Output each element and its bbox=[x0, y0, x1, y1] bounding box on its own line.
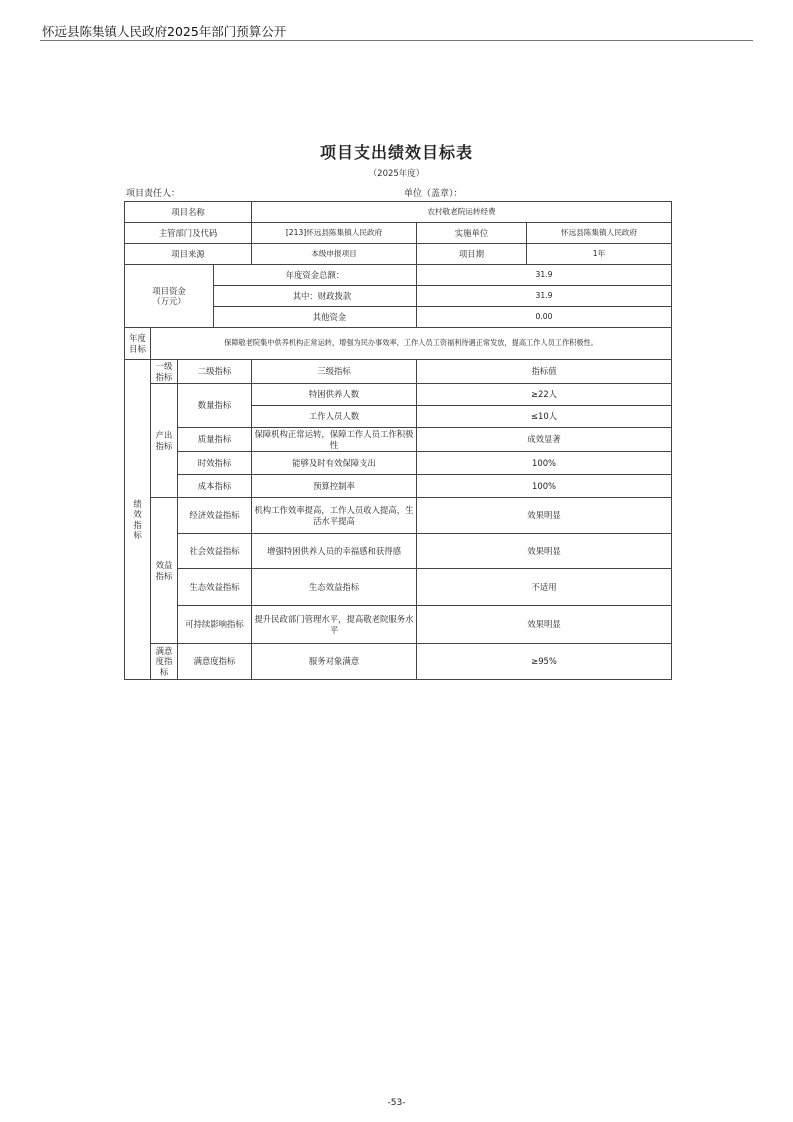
row-sustainability bbox=[125, 606, 672, 644]
annual-goal-text: 保障敬老院集中供养机构正常运转，增强为民办事效率，工作人员工资福利待遇正常发放，提高工作人员工作积极性。 bbox=[151, 328, 672, 360]
row-indicator-headers bbox=[125, 360, 672, 384]
row-timeliness bbox=[125, 452, 672, 475]
funds-other-value: 0.00 bbox=[417, 307, 672, 328]
funds-fiscal-value: 31.9 bbox=[417, 286, 672, 307]
funds-fiscal-label: 其中：财政拨款 bbox=[214, 286, 417, 307]
timeliness-indicators-label: 时效指标 bbox=[178, 452, 252, 475]
row-cost bbox=[125, 475, 672, 498]
cost-name: 预算控制率 bbox=[252, 475, 417, 498]
row-department bbox=[125, 223, 672, 244]
row-quality bbox=[125, 428, 672, 452]
performance-target-table bbox=[124, 201, 672, 680]
implementing-unit-value: 怀远县陈集镇人民政府 bbox=[527, 223, 672, 244]
row-social bbox=[125, 534, 672, 569]
sustainability-name: 提升民政部门管理水平，提高敬老院服务水平 bbox=[252, 606, 417, 644]
row-ecological bbox=[125, 569, 672, 606]
document-year: （2025年度） bbox=[368, 169, 425, 179]
satisfaction-level1-label: 满意 度指 标 bbox=[151, 644, 178, 680]
quantity-1-name: 特困供养人数 bbox=[252, 384, 417, 406]
quantity-indicators-label: 数量指标 bbox=[178, 384, 252, 428]
ecological-benefit-name: 生态效益指标 bbox=[252, 569, 417, 606]
level2-header: 二级指标 bbox=[178, 360, 252, 384]
indicator-value-header: 指标值 bbox=[417, 360, 672, 384]
row-funds-total bbox=[125, 265, 672, 286]
row-source bbox=[125, 244, 672, 265]
benefit-indicators-label: 效益 指标 bbox=[151, 498, 178, 644]
cost-value: 100% bbox=[417, 475, 672, 498]
quantity-2-value: ≤10人 bbox=[417, 406, 672, 428]
quantity-1-value: ≥22人 bbox=[417, 384, 672, 406]
project-period-value: 1年 bbox=[527, 244, 672, 265]
row-annual-goal bbox=[125, 328, 672, 360]
quality-value: 成效显著 bbox=[417, 428, 672, 452]
quality-indicators-label: 质量指标 bbox=[178, 428, 252, 452]
satisfaction-indicators-label: 满意度指标 bbox=[178, 644, 252, 680]
sustainability-value: 效果明显 bbox=[417, 606, 672, 644]
project-period-label: 项目期 bbox=[417, 244, 527, 265]
social-benefit-value: 效果明显 bbox=[417, 534, 672, 569]
funds-other-label: 其他资金 bbox=[214, 307, 417, 328]
ecological-benefit-label: 生态效益指标 bbox=[178, 569, 252, 606]
row-quantity-1 bbox=[125, 384, 672, 406]
header-rule bbox=[40, 40, 753, 41]
unit-seal-label: 单位（盖章）： bbox=[404, 189, 463, 199]
economic-benefit-name: 机构工作效率提高，工作人员收入提高，生活水平提高 bbox=[252, 498, 417, 534]
quality-name: 保障机构正常运转，保障工作人员工作积极性 bbox=[252, 428, 417, 452]
satisfaction-name: 服务对象满意 bbox=[252, 644, 417, 680]
level1-header: 一级 指标 bbox=[151, 360, 178, 384]
quantity-2-name: 工作人员人数 bbox=[252, 406, 417, 428]
project-source-label: 项目来源 bbox=[125, 244, 252, 265]
project-funds-label: 项目资金 （万元） bbox=[125, 265, 214, 328]
row-project-name bbox=[125, 202, 672, 223]
annual-goal-label: 年度 目标 bbox=[125, 328, 151, 360]
document-title: 项目支出绩效目标表 bbox=[319, 143, 473, 162]
funds-total-value: 31.9 bbox=[417, 265, 672, 286]
satisfaction-value: ≥95% bbox=[417, 644, 672, 680]
project-name-label: 项目名称 bbox=[125, 202, 252, 223]
cost-indicators-label: 成本指标 bbox=[178, 475, 252, 498]
implementing-unit-label: 实施单位 bbox=[417, 223, 527, 244]
header-title: 怀远县陈集镇人民政府2025年部门预算公开 bbox=[42, 24, 287, 39]
department-label: 主管部门及代码 bbox=[125, 223, 252, 244]
row-economic bbox=[125, 498, 672, 534]
department-value: [213]怀远县陈集镇人民政府 bbox=[252, 223, 417, 244]
output-indicators-label: 产出 指标 bbox=[151, 384, 178, 498]
funds-total-label: 年度资金总额： bbox=[214, 265, 417, 286]
responsible-person-label: 项目责任人： bbox=[126, 189, 181, 199]
project-name-value: 农村敬老院运转经费 bbox=[252, 202, 672, 223]
timeliness-name: 能够及时有效保障支出 bbox=[252, 452, 417, 475]
ecological-benefit-value: 不适用 bbox=[417, 569, 672, 606]
level3-header: 三级指标 bbox=[252, 360, 417, 384]
social-benefit-name: 增强特困供养人员的幸福感和获得感 bbox=[252, 534, 417, 569]
sustainability-label: 可持续影响指标 bbox=[178, 606, 252, 644]
page-number: -53- bbox=[387, 1098, 406, 1108]
social-benefit-label: 社会效益指标 bbox=[178, 534, 252, 569]
economic-benefit-value: 效果明显 bbox=[417, 498, 672, 534]
timeliness-value: 100% bbox=[417, 452, 672, 475]
economic-benefit-label: 经济效益指标 bbox=[178, 498, 252, 534]
project-source-value: 本级申报项目 bbox=[252, 244, 417, 265]
performance-indicators-label: 绩 效 指 标 bbox=[125, 360, 151, 680]
row-satisfaction bbox=[125, 644, 672, 680]
